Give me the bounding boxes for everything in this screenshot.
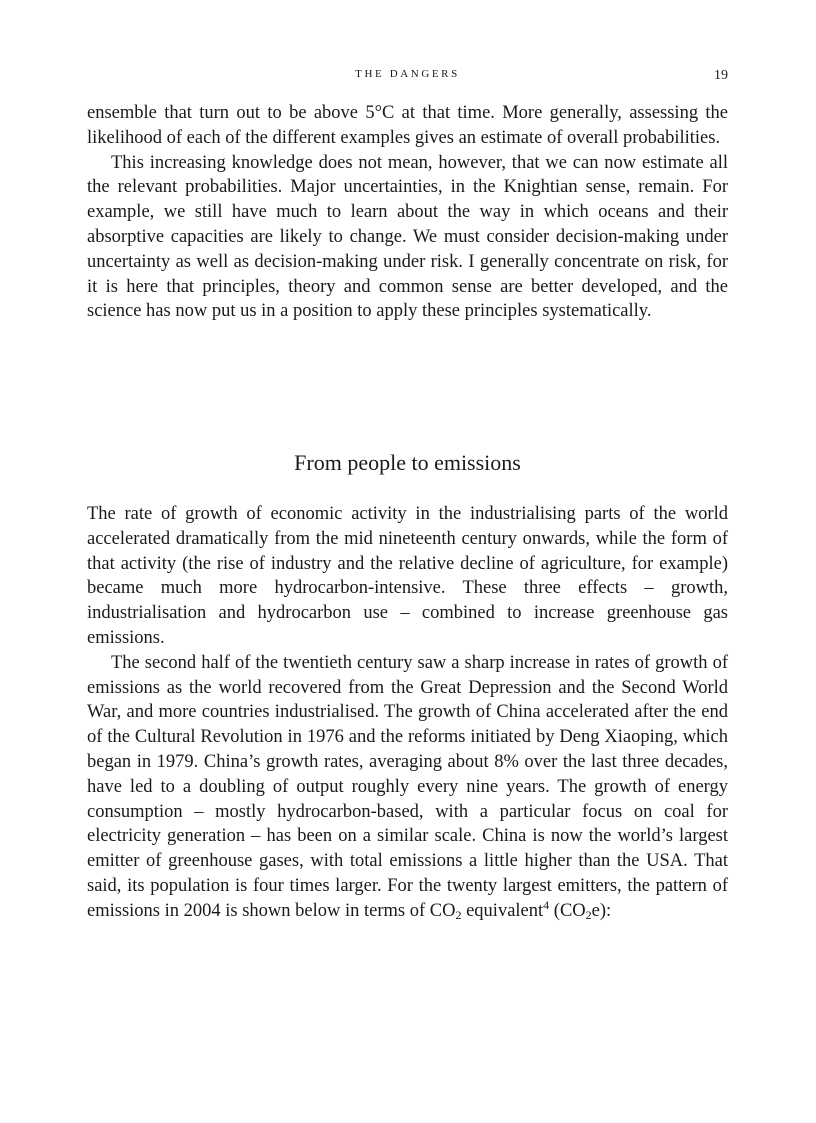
co2-subscript: 2 xyxy=(455,907,462,922)
continuation-paragraph: ensemble that turn out to be above 5°C at that time. More generally, assessing the likelihood of each of the different examples gives an estimate of overall probabilities. xyxy=(87,103,728,148)
running-head xyxy=(87,68,728,86)
equivalent-text: equivalent xyxy=(461,900,544,921)
emissions-paragraph xyxy=(87,651,728,924)
growth-paragraph: The rate of growth of economic activity in the industrialising parts of the world accelerated dramatically from the mid nineteenth century onwards, while the form of that activity (the rise of industry and the relative decline of agriculture, for example) became much more hydrocarbon-intensive. These three effects – growth, industrialisation and hydrocarbon use – combined to increase greenhouse gas emissions. xyxy=(87,504,728,648)
emissions-paragraph-text: The second half of the twentieth century saw a sharp increase in rates of growth of emissions as the world recovered from the Great Depression and the Second World War, and more countries industrialised. The growth of China accelerated after the end of the Cultural Revolution in 1976 and the reforms initiated by Deng Xiaoping, which began in 1979. China’s growth rates, averaging about 8% over the last three decades, have led to a doubling of output roughly every nine years. The growth of energy consumption – mostly hydrocarbon-based, with a particular focus on coal for electricity generation – has been on a similar scale. China is now the world’s largest emitter of greenhouse gases, with total emissions a little higher than the USA. That said, its population is four times larger. For the twenty largest emitters, the pattern of emissions in 2004 is shown below in terms of CO xyxy=(87,652,728,921)
co2e-subscript: 2 xyxy=(585,907,592,922)
section-text-block xyxy=(87,502,728,924)
probabilities-paragraph: This increasing knowledge does not mean, however, that we can now estimate all the relevant probabilities. Major uncertainties, in the Knightian sense, remain. For example, we still have much to learn about the way in which oceans and their absorptive capacities are likely to change. We must consider decision-making under uncertainty as well as decision-making under risk. I generally concentrate on risk, for it is here that principles, theory and common sense are better developed, and the science has now put us in a position to apply these principles systematically. xyxy=(87,152,728,322)
running-title: THE DANGERS xyxy=(355,68,460,80)
section-heading: From people to emissions xyxy=(294,450,521,475)
paren-open-text: (CO xyxy=(549,900,586,921)
paren-close-text: e): xyxy=(591,900,612,921)
footnote-reference[interactable]: 4 xyxy=(543,897,550,912)
continuation-text-block xyxy=(87,101,728,324)
page-number: 19 xyxy=(714,68,728,83)
